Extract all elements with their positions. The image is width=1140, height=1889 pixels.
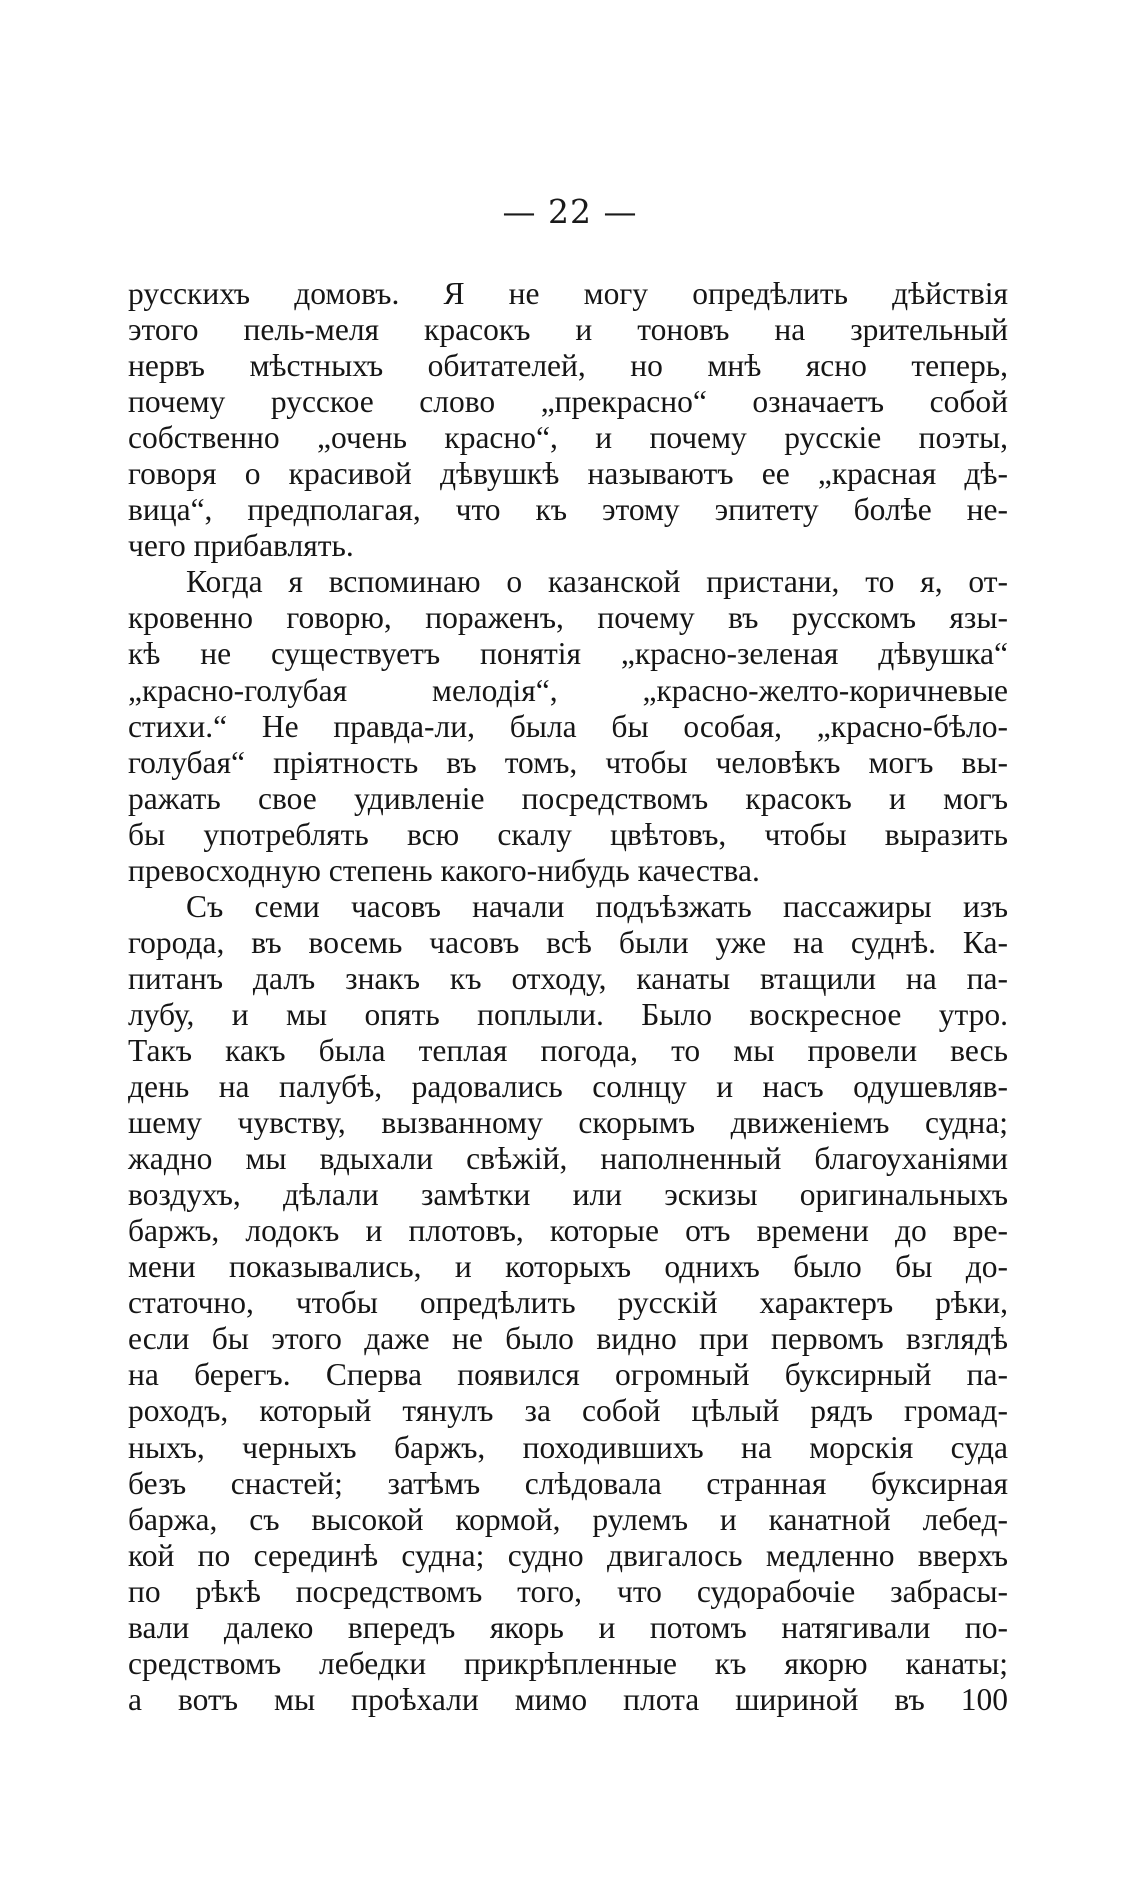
body-text: [128, 276, 1008, 1718]
text-line: кровенно говорю, пораженъ, почему въ русскомъ язы-: [128, 600, 1008, 636]
text-line: по рѣкѣ посредствомъ того, что судорабочіе забрасы-: [128, 1573, 1008, 1609]
paragraph: [128, 564, 1008, 888]
text-line: баржа, съ высокой кормой, рулемъ и канатной лебед-: [128, 1501, 1008, 1537]
text-line: день на палубѣ, радовались солнцу и насъ одушевляв-: [128, 1069, 1008, 1105]
text-line: жадно мы вдыхали свѣжій, наполненный благоуханіями: [128, 1141, 1008, 1177]
text-line: говоря о красивой дѣвушкѣ называютъ ее „красная дѣ-: [128, 456, 1008, 492]
paragraph: [128, 276, 1008, 564]
text-line: почему русское слово „прекрасно“ означаетъ собой: [128, 384, 1008, 420]
text-line: чего прибавлять.: [128, 528, 354, 564]
text-line: Когда я вспоминаю о казанской пристани, то я, от-: [186, 564, 1008, 600]
text-line: нервъ мѣстныхъ обитателей, но мнѣ ясно теперь,: [128, 348, 1008, 384]
text-line: бы употреблять всю скалу цвѣтовъ, чтобы выразить: [128, 816, 1008, 852]
text-line: мени показывались, и которыхъ однихъ было бы до-: [128, 1249, 1008, 1285]
text-line: стихи.“ Не правда-ли, была бы особая, „красно-бѣло-: [128, 708, 1008, 744]
text-line: шему чувству, вызванному скорымъ движеніемъ судна;: [128, 1105, 1008, 1141]
text-line: ражать свое удивленіе посредствомъ красокъ и могъ: [128, 780, 1008, 816]
text-line: кѣ не существуетъ понятія „красно-зеленая дѣвушка“: [128, 636, 1008, 672]
text-line: „красно-голубая мелодія“, „красно-желто-коричневые: [128, 672, 1008, 708]
text-line: а вотъ мы проѣхали мимо плота шириной въ 100: [128, 1681, 1008, 1717]
text-line: баржъ, лодокъ и плотовъ, которые отъ времени до вре-: [128, 1213, 1008, 1249]
text-line: Такъ какъ была теплая погода, то мы провели весь: [128, 1032, 1008, 1068]
text-line: вица“, предполагая, что къ этому эпитету болѣе не-: [128, 492, 1008, 528]
text-line: Съ семи часовъ начали подъѣзжать пассажиры изъ: [186, 888, 1008, 924]
text-line: статочно, чтобы опредѣлить русскій характеръ рѣки,: [128, 1285, 1008, 1321]
text-line: лубу, и мы опять поплыли. Было воскресное утро.: [128, 996, 1008, 1032]
page-number: — 22 —: [502, 192, 638, 231]
text-line: на берегъ. Сперва появился огромный буксирный па-: [128, 1357, 1008, 1393]
text-line: ныхъ, черныхъ баржъ, походившихъ на морскія суда: [128, 1429, 1008, 1465]
text-line: этого пель-меля красокъ и тоновъ на зрительный: [128, 312, 1008, 348]
text-line: воздухъ, дѣлали замѣтки или эскизы оригинальныхъ: [128, 1177, 1008, 1213]
text-line: русскихъ домовъ. Я не могу опредѣлить дѣйствія: [128, 276, 1008, 311]
text-line: превосходную степень какого-нибудь качества.: [128, 852, 760, 888]
text-line: роходъ, который тянулъ за собой цѣлый рядъ громад-: [128, 1393, 1008, 1429]
text-line: голубая“ пріятность въ томъ, чтобы человѣкъ могъ вы-: [128, 744, 1008, 780]
paragraph: [128, 889, 1008, 1718]
text-line: средствомъ лебедки прикрѣпленные къ якорю канаты;: [128, 1645, 1008, 1681]
text-line: питанъ далъ знакъ къ отходу, канаты втащили на па-: [128, 960, 1008, 996]
text-line: кой по серединѣ судна; судно двигалось медленно вверхъ: [128, 1537, 1008, 1573]
text-line: вали далеко впередъ якорь и потомъ натягивали по-: [128, 1609, 1008, 1645]
text-line: если бы этого даже не было видно при первомъ взглядѣ: [128, 1321, 1008, 1357]
text-line: безъ снастей; затѣмъ слѣдовала странная буксирная: [128, 1465, 1008, 1501]
text-line: города, въ восемь часовъ всѣ были уже на суднѣ. Ка-: [128, 924, 1008, 960]
text-line: собственно „очень красно“, и почему русскіе поэты,: [128, 420, 1008, 456]
